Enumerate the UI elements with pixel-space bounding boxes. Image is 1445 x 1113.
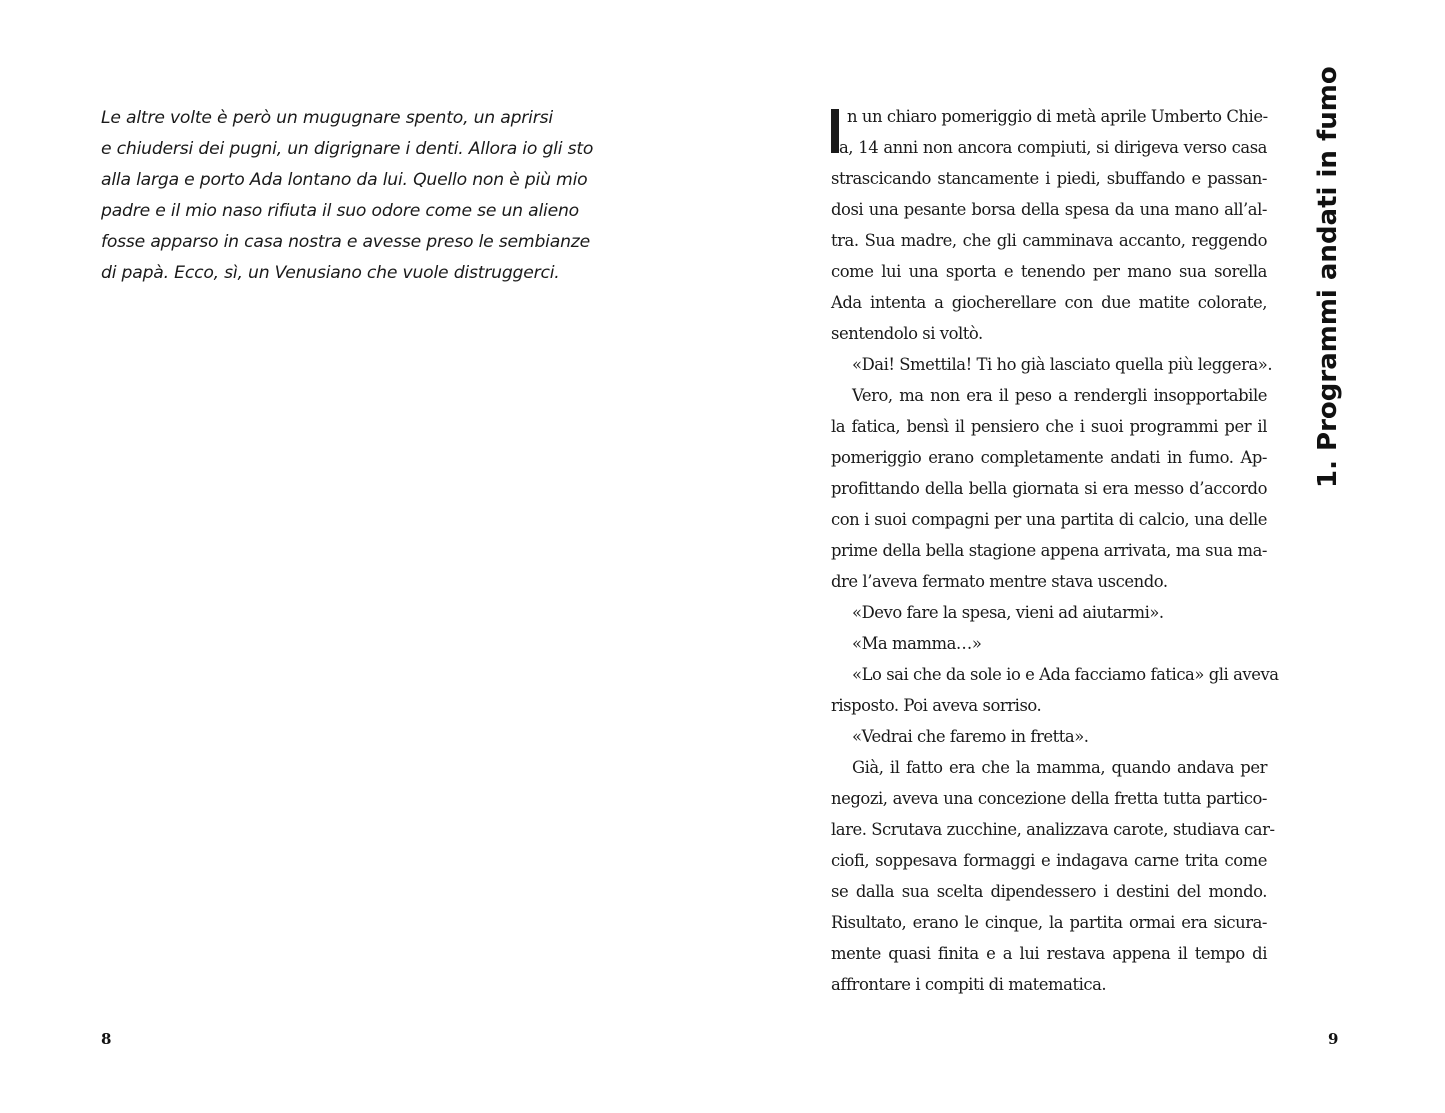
chapter-body: [831, 101, 1279, 1000]
page-number-left: 8: [101, 1030, 112, 1048]
text-line: «Vedrai che faremo in fretta».: [852, 727, 1089, 746]
text-line: di papà. Ecco, sì, un Venusiano che vuole distruggerci.: [101, 263, 560, 283]
text-line: prime della bella stagione appena arrivata, ma sua ma-: [831, 541, 1267, 560]
text-line: Risultato, erano le cinque, la partita ormai era sicura-: [831, 913, 1267, 932]
text-line: sa, 14 anni non ancora compiuti, si dirigeva verso casa: [831, 138, 1267, 157]
text-line: «Devo fare la spesa, vieni ad aiutarmi».: [852, 603, 1164, 622]
text-line: come lui una sporta e tenendo per mano sua sorella: [831, 262, 1267, 281]
text-line: Già, il fatto era che la mamma, quando andava per: [852, 758, 1267, 777]
text-line: profittando della bella giornata si era messo d’accordo: [831, 479, 1267, 498]
letter-excerpt: [101, 103, 601, 289]
text-line: se dalla sua scelta dipendessero i destini del mondo.: [831, 882, 1267, 901]
text-line: la fatica, bensì il pensiero che i suoi programmi per il: [831, 417, 1267, 436]
text-line: mente quasi finita e a lui restava appena il tempo di: [831, 944, 1267, 963]
text-line: pomeriggio erano completamente andati in fumo. Ap-: [831, 448, 1267, 467]
text-line: sentendolo si voltò.: [831, 324, 983, 343]
text-line: «Lo sai che da sole io e Ada facciamo fatica» gli aveva: [852, 665, 1279, 684]
text-line: «Ma mamma…»: [852, 634, 982, 653]
text-line: Vero, ma non era il peso a rendergli insopportabile: [852, 386, 1267, 405]
text-line: e chiudersi dei pugni, un digrignare i denti. Allora io gli sto: [101, 139, 594, 159]
text-line: lare. Scrutava zucchine, analizzava carote, studiava car-: [831, 820, 1275, 839]
text-line: Ada intenta a giocherellare con due matite colorate,: [831, 293, 1267, 312]
text-line: negozi, aveva una concezione della fretta tutta partico-: [831, 789, 1267, 808]
text-line: ciofi, soppesava formaggi e indagava carne trita come: [831, 851, 1267, 870]
text-line: fosse apparso in casa nostra e avesse preso le sembianze: [101, 232, 590, 252]
text-line: dosi una pesante borsa della spesa da una mano all’al-: [831, 200, 1267, 219]
text-line: con i suoi compagni per una partita di calcio, una delle: [831, 510, 1267, 529]
text-line: affrontare i compiti di matematica.: [831, 975, 1107, 994]
text-line: dre l’aveva fermato mentre stava uscendo.: [831, 572, 1168, 591]
right-page: [722, 0, 1445, 1113]
chapter-title: 1. Programmi andati in fumo: [1313, 66, 1343, 488]
page-number-right: 9: [1328, 1030, 1339, 1048]
left-page: [0, 0, 722, 1113]
text-line: n un chiaro pomeriggio di metà aprile Umberto Chie-: [847, 107, 1268, 126]
text-line: Le altre volte è però un mugugnare spento, un aprirsi: [101, 108, 553, 128]
text-line: alla larga e porto Ada lontano da lui. Quello non è più mio: [101, 170, 588, 190]
text-line: tra. Sua madre, che gli camminava accanto, reggendo: [831, 231, 1267, 250]
text-line: «Dai! Smettila! Ti ho già lasciato quella più leggera».: [852, 355, 1273, 374]
text-line: padre e il mio naso rifiuta il suo odore come se un alieno: [101, 201, 580, 221]
text-line: strascicando stancamente i piedi, sbuffando e passan-: [831, 169, 1267, 188]
text-line: risposto. Poi aveva sorriso.: [831, 696, 1042, 715]
